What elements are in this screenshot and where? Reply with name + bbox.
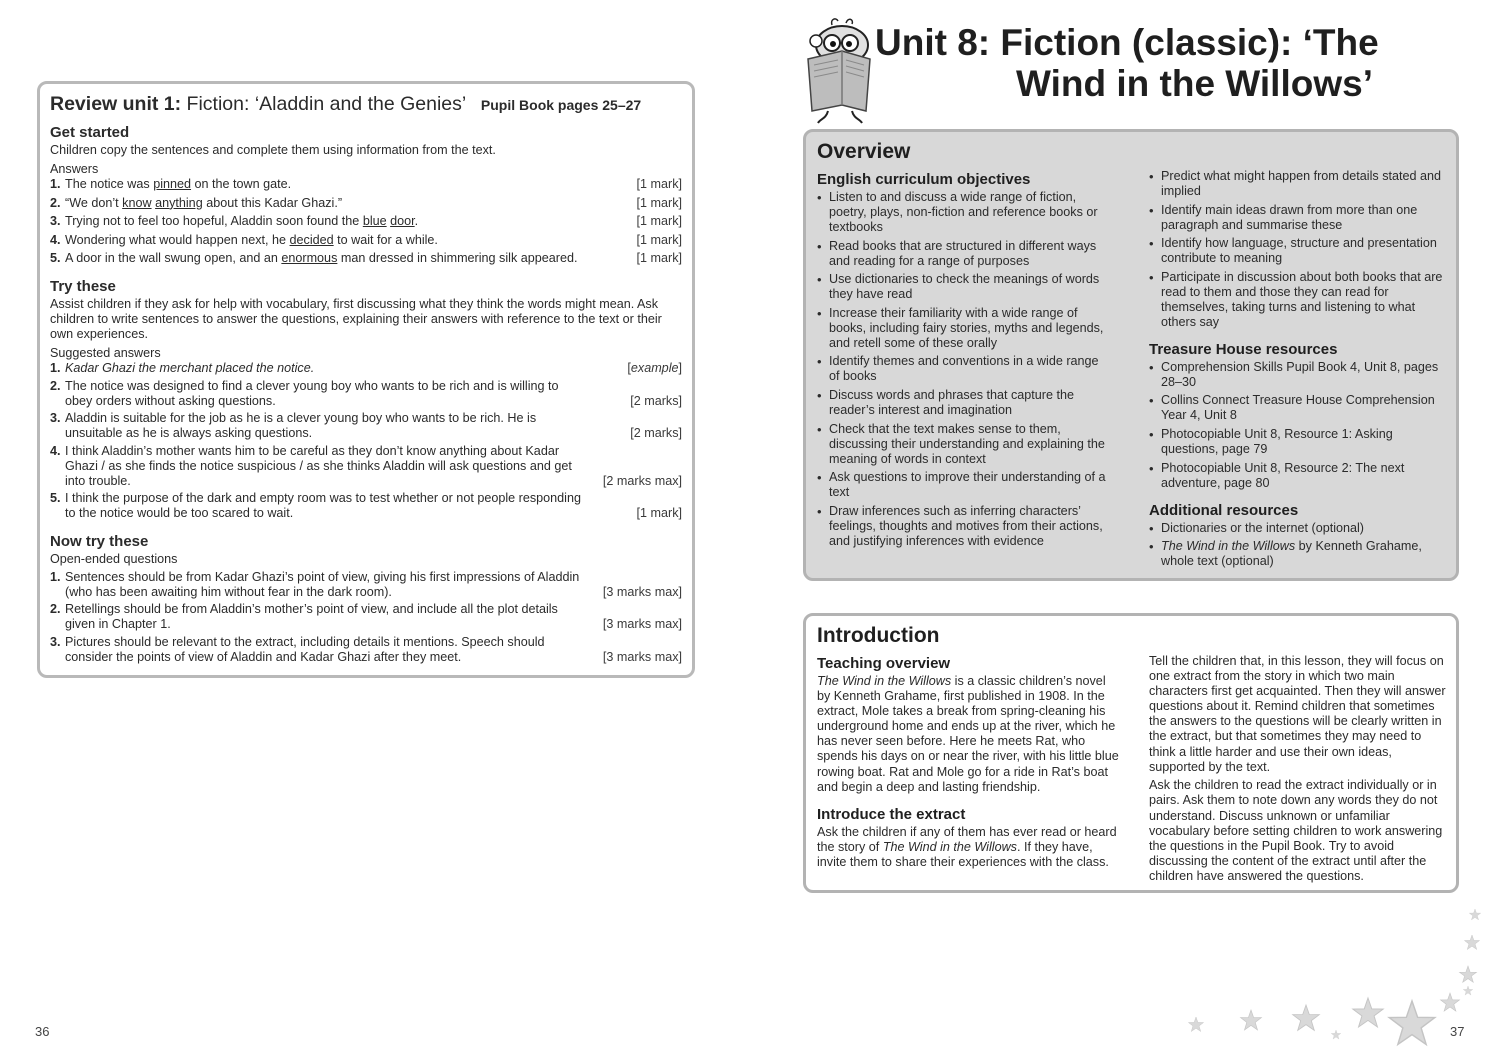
- mark-label: [627, 361, 682, 376]
- list-item: • Collins Connect Treasure House Comprehension Year 4, Unit 8: [1149, 393, 1449, 423]
- now-try-these-heading: Now try these: [50, 532, 149, 550]
- review-title-label: Review unit 1:: [50, 93, 182, 115]
- review-title: [50, 92, 682, 117]
- unit-title-line2: Wind in the Willows’: [1016, 63, 1373, 104]
- answer-item: [50, 177, 682, 192]
- item-number: 2.: [50, 602, 61, 617]
- list-item: • Predict what might happen from details stated and implied: [1149, 169, 1449, 199]
- review-unit-box: [37, 81, 695, 678]
- item-number: 4.: [50, 232, 61, 247]
- get-started-intro: Children copy the sentences and complete them using information from the text.: [50, 143, 496, 157]
- list-item: • Read books that are structured in different ways and reading for a range of purposes: [817, 239, 1112, 269]
- answer-text: man dressed in shimmering silk appeared.: [337, 251, 578, 266]
- treasure-house-list: [1149, 360, 1449, 491]
- item-number: 2.: [50, 378, 61, 393]
- right-page: [750, 0, 1500, 1061]
- reading-instructions-text: Ask the children to read the extract individually or in pairs. Ask them to note down any words they do not understand. Discuss unknown or unfamiliar vocabulary before setting children to work answering the questions in the Pupil Book. Try to avoid discussing the content of the extract until after the children have answered the questions.: [1149, 778, 1443, 883]
- mark-bracket: ]: [678, 361, 682, 376]
- answer-text: “We don’t: [65, 195, 123, 210]
- introduce-extract-heading: Introduce the extract: [817, 805, 966, 823]
- list-item: • Increase their familiarity with a wide range of books, including fairy stories, myths and legends, and retell some of these orally: [817, 306, 1112, 351]
- mark-label: [1 mark]: [636, 505, 682, 520]
- lesson-focus-text: Tell the children that, in this lesson, they will focus on one extract from the story in which two main characters first get acquainted. Then they will answer questions about it. Remind children that sometimes the answers to the questions will be clearly written in the extract, but that sometimes they may need to think a little harder and use their own ideas, supported by the text.: [1149, 654, 1446, 774]
- page-number-right: 37: [1450, 1024, 1465, 1039]
- answer-item: [50, 361, 682, 376]
- underlined-word: blue: [362, 214, 387, 229]
- additional-resources-list: [1149, 521, 1449, 570]
- underlined-word: door: [390, 214, 415, 229]
- underlined-word: anything: [155, 195, 203, 210]
- additional-resources-heading: Additional resources: [1149, 501, 1299, 519]
- introduction-box: [803, 613, 1459, 893]
- answer-text: I think Aladdin’s mother wants him to be careful as they don’t know anything about Kadar Ghazi / as she finds the notice suspicious / as she thinks Aladdin will ask questions and get into trouble.: [65, 443, 572, 488]
- overview-title: Overview: [817, 140, 911, 163]
- list-item: • Ask questions to improve their understanding of a text: [817, 470, 1112, 500]
- answer-item: [50, 491, 682, 521]
- answer-item: [50, 379, 682, 409]
- list-item: • Discuss words and phrases that capture the reader’s interest and imagination: [817, 388, 1112, 418]
- answer-item: [50, 635, 682, 665]
- answer-text: on the town gate.: [191, 177, 292, 191]
- list-item: • Participate in discussion about both books that are read to them and those they can read for themselves, taking turns and listening to what others say: [1149, 270, 1449, 330]
- answer-text: The notice was designed to find a clever young boy who wants to be rich and is willing to obey orders without asking questions.: [65, 378, 559, 408]
- answer-text: .: [414, 214, 419, 229]
- answer-text: Trying not to feel too hopeful, Aladdin soon found the: [65, 214, 363, 229]
- answer-text: to wait for a while.: [333, 232, 438, 247]
- answer-text: A door in the wall swung open, and an: [65, 251, 282, 266]
- underlined-word: know: [122, 195, 152, 210]
- objectives-heading: English curriculum objectives: [817, 171, 1031, 188]
- list-item: • Comprehension Skills Pupil Book 4, Unit 8, pages 28–30: [1149, 360, 1449, 390]
- unit-heading: [875, 22, 1475, 104]
- list-item-text: by Kenneth Grahame, whole text (optional): [1161, 539, 1422, 569]
- item-number: 3.: [50, 634, 61, 649]
- mark-label: [1 mark]: [636, 195, 682, 210]
- list-item: • Identify main ideas drawn from more than one paragraph and summarise these: [1149, 203, 1449, 233]
- answer-item: [50, 602, 682, 632]
- pupil-book-pages: Pupil Book pages 25–27: [480, 97, 642, 113]
- unit-label: Unit 8:: [875, 22, 991, 63]
- mark-label: [1 mark]: [636, 177, 682, 191]
- mark-label: [2 marks]: [630, 426, 682, 441]
- book-title: The Wind in the Willows: [817, 674, 952, 688]
- list-item: • Photocopiable Unit 8, Resource 1: Asking questions, page 79: [1149, 427, 1449, 457]
- item-number: 1.: [50, 569, 61, 584]
- answers-label: Answers: [50, 162, 99, 176]
- book-title: The Wind in the Willows: [882, 839, 1017, 854]
- paragraph-text: Ask the children if any of them has ever read or heard the story of: [817, 824, 1117, 854]
- item-number: 5.: [50, 490, 61, 505]
- answer-text: about this Kadar Ghazi.”: [202, 195, 343, 210]
- underlined-word: decided: [289, 232, 334, 247]
- list-item: • Use dictionaries to check the meanings of words they have read: [817, 272, 1112, 302]
- answer-text: I think the purpose of the dark and empty room was to test whether or not people responding to the notice would be too scared to wait.: [65, 490, 581, 520]
- mark-bracket: [: [627, 361, 631, 376]
- item-number: 4.: [50, 443, 61, 458]
- answer-item: [50, 251, 682, 266]
- objectives-list-continued: [1149, 169, 1449, 330]
- answer-item: [50, 214, 682, 229]
- mark-label: [1 mark]: [636, 232, 682, 247]
- page-number-left: 36: [35, 1024, 50, 1039]
- answer-text: Sentences should be from Kadar Ghazi’s point of view, giving his first impressions of Aladdin (who has been awaiting him without fear in the dark room).: [65, 569, 580, 599]
- item-number: 1.: [50, 361, 61, 376]
- answer-text: Wondering what would happen next, he: [65, 232, 290, 247]
- book-title: The Wind in the Willows: [1161, 539, 1296, 554]
- overview-left-column: [817, 170, 1112, 552]
- mark-label: [3 marks max]: [602, 584, 682, 599]
- paragraph-text: is a classic children’s novel by Kenneth Grahame, first published in 1908. In the extract, Mole takes a break from spring-cleaning his underground home and ends up at the river, which he has never seen before. Here he meets Rat, who spends his days on or near the river, with his little blue rowing boat. Rat and Mole go for a ride in Rat’s boat and begin a deep and lasting friendship.: [817, 674, 1119, 794]
- answer-text: Pictures should be relevant to the extract, including details it mentions. Speech should consider the points of view of Aladdin and Kadar Ghazi after they meet.: [65, 634, 545, 664]
- underlined-word: enormous: [281, 251, 338, 266]
- item-number: 1.: [50, 177, 61, 191]
- suggested-answers-label: Suggested answers: [50, 346, 161, 361]
- reading-mascot-icon: [802, 15, 874, 127]
- decorative-stars-icon: [1150, 895, 1500, 1061]
- try-these-intro: Assist children if they ask for help with vocabulary, first discussing what they think the words might mean. Ask children to write sentences to answer the questions, explaining their answers with reference to the text or their own experiences.: [50, 297, 662, 342]
- now-try-these-intro: Open-ended questions: [50, 551, 178, 566]
- answer-text: Retellings should be from Aladdin’s mother’s point of view, and include all the plot details given in Chapter 1.: [65, 602, 558, 632]
- introduction-right-column: [1149, 654, 1449, 888]
- introduce-extract-text: [817, 825, 1122, 870]
- answer-item: [50, 411, 682, 441]
- teaching-overview-heading: Teaching overview: [817, 655, 951, 672]
- overview-box: [803, 129, 1459, 581]
- try-these-heading: Try these: [50, 278, 116, 296]
- list-item: • Dictionaries or the internet (optional): [1149, 521, 1449, 536]
- mark-label: [3 marks max]: [602, 649, 682, 664]
- objectives-list: [817, 190, 1112, 549]
- mark-example: example: [630, 361, 679, 376]
- list-item: • Listen to and discuss a wide range of fiction, poetry, plays, non-fiction and reference books or textbooks: [817, 190, 1112, 235]
- list-item: • Check that the text makes sense to them, discussing their understanding and explaining the meaning of words in context: [817, 422, 1112, 467]
- mark-label: [2 marks]: [630, 393, 682, 408]
- item-number: 3.: [50, 214, 61, 229]
- introduction-left-column: [817, 654, 1122, 874]
- list-item: • Identify themes and conventions in a wide range of books: [817, 354, 1112, 384]
- treasure-house-heading: Treasure House resources: [1149, 340, 1338, 358]
- overview-right-column: [1149, 169, 1449, 573]
- list-item: [1149, 539, 1449, 569]
- item-number: 2.: [50, 195, 61, 210]
- item-number: 5.: [50, 251, 61, 266]
- get-started-heading: Get started: [50, 124, 130, 141]
- teaching-overview-text: [817, 674, 1122, 795]
- mark-label: [1 mark]: [636, 251, 682, 266]
- answer-text: Aladdin is suitable for the job as he is a clever young boy who wants to be rich. He is unsuitable as he is always asking questions.: [65, 411, 537, 441]
- mark-label: [2 marks max]: [602, 473, 682, 488]
- paragraph-text: . If they have, invite them to share their experiences with the class.: [817, 839, 1109, 869]
- underlined-word: pinned: [153, 177, 192, 191]
- item-number: 3.: [50, 411, 61, 426]
- answer-text: Kadar Ghazi the merchant placed the notice.: [65, 361, 315, 376]
- mark-label: [3 marks max]: [602, 617, 682, 632]
- answer-text: The notice was: [65, 177, 154, 191]
- list-item: • Identify how language, structure and presentation contribute to meaning: [1149, 236, 1449, 266]
- list-item: • Draw inferences such as inferring characters’ feelings, thoughts and motives from their actions, and justifying inferences with evidence: [817, 504, 1112, 549]
- answer-item: [50, 233, 682, 248]
- introduction-title: Introduction: [817, 624, 940, 647]
- list-item: • Photocopiable Unit 8, Resource 2: The next adventure, page 80: [1149, 461, 1449, 491]
- mark-label: [1 mark]: [636, 214, 682, 229]
- answer-item: [50, 196, 682, 211]
- unit-title-line1: Fiction (classic): ‘The: [1000, 22, 1379, 63]
- answer-item: [50, 570, 682, 600]
- review-title-text: Fiction: ‘Aladdin and the Genies’: [186, 93, 466, 115]
- answer-item: [50, 444, 682, 489]
